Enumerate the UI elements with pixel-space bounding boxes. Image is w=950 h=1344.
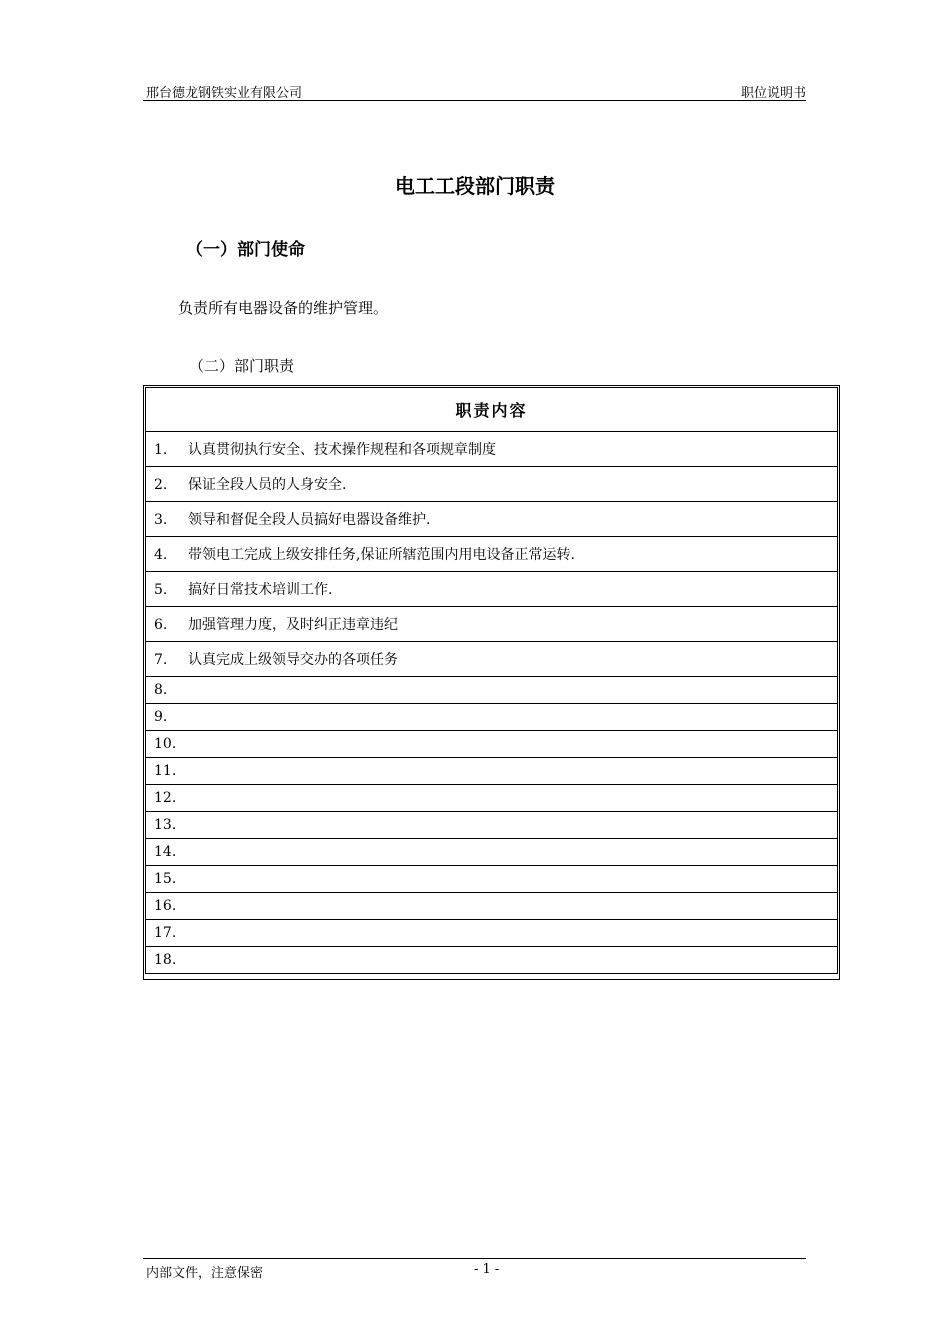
table-row [146,731,838,758]
table-row [146,704,838,731]
row-text: 认真贯彻执行安全、技术操作规程和各项规章制度 [188,442,496,458]
table-header-cell: 职责内容 [146,388,838,432]
table-row [146,785,838,812]
row-number: 15. [154,871,177,887]
table-row [146,893,838,920]
row-number: 6. [154,617,168,633]
table-cell [146,866,838,893]
row-number: 8. [154,682,168,698]
footer-page-number: - 1 - [474,1262,500,1277]
table-row [146,467,838,502]
table-cell [146,812,838,839]
header-divider [143,100,806,101]
table-cell [146,893,838,920]
table-cell [146,731,838,758]
row-text: 认真完成上级领导交办的各项任务 [188,652,398,668]
table-cell [146,947,838,974]
table-row [146,572,838,607]
row-text: 搞好日常技术培训工作. [188,582,333,598]
duties-table [145,387,838,974]
table-row [146,758,838,785]
table-cell [146,537,838,572]
table-cell [146,642,838,677]
table-cell [146,704,838,731]
table-row [146,839,838,866]
row-number: 16. [154,898,177,914]
table-row [146,812,838,839]
table-row [146,947,838,974]
row-number: 11. [154,763,177,779]
table-cell [146,607,838,642]
table-cell [146,467,838,502]
table-row [146,502,838,537]
row-number: 3. [154,512,168,528]
table-row [146,920,838,947]
table-row [146,537,838,572]
row-number: 2. [154,477,168,493]
table-cell [146,572,838,607]
table-cell [146,758,838,785]
table-cell [146,839,838,866]
row-number: 1. [154,442,168,458]
footer-divider [143,1258,806,1259]
table-row [146,432,838,467]
table-row [146,642,838,677]
row-text: 带领电工完成上级安排任务,保证所辖范围内用电设备正常运转. [188,547,575,563]
table-cell [146,920,838,947]
row-number: 7. [154,652,168,668]
table-header-row [146,388,838,432]
row-number: 9. [154,709,168,725]
header-doc-type: 职位说明书 [740,86,806,101]
row-number: 17. [154,925,177,941]
table-cell [146,502,838,537]
row-number: 5. [154,582,168,598]
row-number: 10. [154,736,177,752]
header-company: 邢台德龙钢铁实业有限公司 [146,86,303,101]
table-cell [146,677,838,704]
row-number: 13. [154,817,177,833]
row-text: 领导和督促全段人员搞好电器设备维护. [188,512,431,528]
row-number: 18. [154,952,177,968]
table-row [146,866,838,893]
table-cell [146,432,838,467]
footer-confidential-note: 内部文件，注意保密 [146,1266,264,1281]
row-text: 保证全段人员的人身安全. [188,477,347,493]
table-row [146,607,838,642]
table-cell [146,785,838,812]
row-text: 加强管理力度，及时纠正违章违纪 [188,617,398,633]
page-title: 电工工段部门职责 [395,174,555,198]
section-mission-heading: （一）部门使命 [186,240,305,260]
row-number: 12. [154,790,177,806]
section-mission-text: 负责所有电器设备的维护管理。 [178,299,389,317]
section-duties-heading: （二）部门职责 [189,357,295,375]
row-number: 4. [154,547,168,563]
table-row [146,677,838,704]
row-number: 14. [154,844,177,860]
